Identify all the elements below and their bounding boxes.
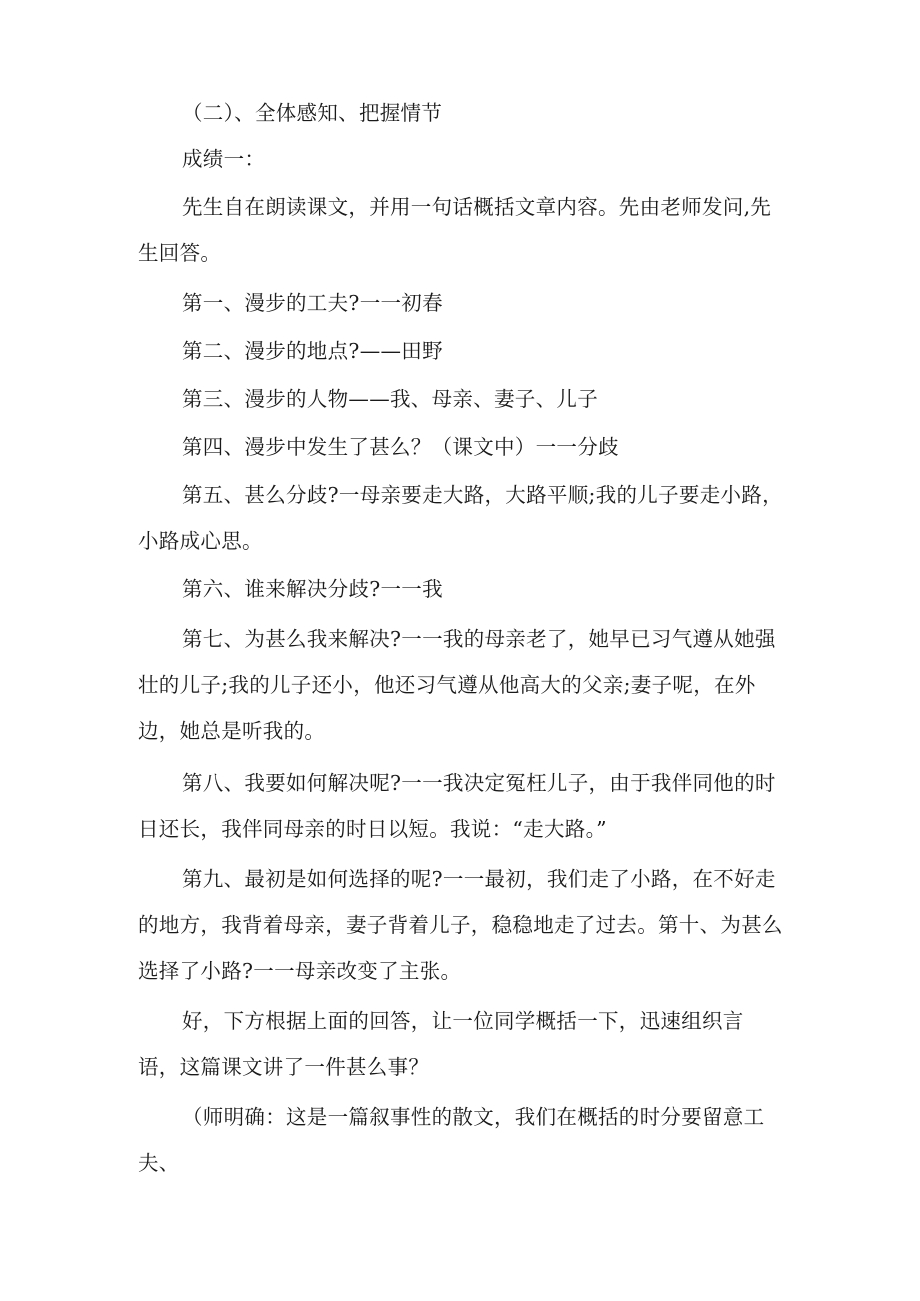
paragraph-ninth: 第九、最初是如何选择的呢?一一最初，我们走了小路，在不好走的地方，我背着母亲，妻子背着儿子，稳稳地走了过去。第十、为甚么选择了小路?一一母亲改变了主张。 (138, 867, 783, 983)
paragraph-fourth: 第四、漫步中发生了甚么？（课文中）一一分歧 (182, 435, 619, 459)
paragraph-instruction: 先生自在朗读课文，并用一句话概括文章内容。先由老师发问,先生回答。 (138, 195, 772, 265)
paragraph-eighth: 第八、我要如何解决呢?一一我决定冤枉儿子，由于我伴同他的时日还长，我伴同母亲的时日以短。我说：“走大路。” (138, 771, 776, 841)
paragraph-first: 第一、漫步的工夫?一一初春 (182, 291, 443, 315)
section-heading: （二）、全体感知、把握情节 (182, 101, 443, 125)
paragraph-teacher-note: （师明确：这是一篇叙事性的散文，我们在概括的时分要留意工夫、 (138, 1105, 765, 1175)
paragraph-third: 第三、漫步的人物——我、母亲、妻子、儿子 (182, 387, 598, 411)
paragraph-summary-prompt: 好，下方根据上面的回答，让一位同学概括一下，迅速组织言语，这篇课文讲了一件甚么事？ (138, 1009, 744, 1079)
task-label: 成绩一： (182, 147, 266, 171)
paragraph-fifth: 第五、甚么分歧?一母亲要走大路，大路平顺;我的儿子要走小路，小路成心思。 (138, 483, 783, 553)
paragraph-second: 第二、漫步的地点?——田野 (182, 339, 443, 363)
paragraph-seventh: 第七、为甚么我来解决?一一我的母亲老了，她早已习气遵从她强壮的儿子;我的儿子还小，他还习气遵从他高大的父亲;妻子呢，在外边，她总是听我的。 (138, 627, 776, 743)
paragraph-sixth: 第六、谁来解决分歧?一一我 (182, 577, 443, 601)
